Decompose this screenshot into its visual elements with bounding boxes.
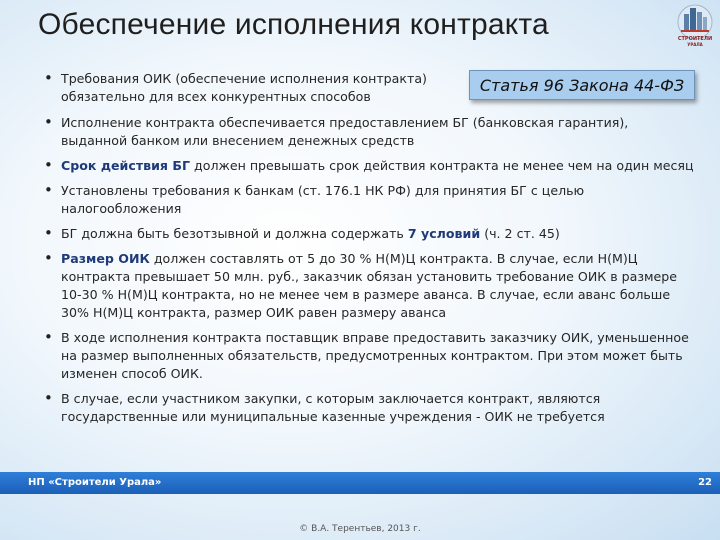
building-logo-icon <box>672 2 718 52</box>
bullet-list <box>44 70 694 426</box>
bullet-text: БГ должна быть безотзывной и должна содержать <box>61 226 408 241</box>
bullet-text: (ч. 2 ст. 45) <box>480 226 560 241</box>
footer-organization: НП «Строители Урала» <box>28 477 162 488</box>
law-reference-stamp: Статья 96 Закона 44-ФЗ <box>469 70 695 100</box>
bullet-text: должен превышать срок действия контракта не менее чем на один месяц <box>190 158 694 173</box>
logo-text-line2: УРАЛА <box>687 42 703 47</box>
bullet-emphasis: Срок действия БГ <box>61 158 191 173</box>
bullet-text: Установлены требования к банкам (ст. 176.1 НК РФ) для принятия БГ с целью налогообложения <box>61 183 585 216</box>
bullet-item <box>44 250 694 322</box>
bullet-item <box>44 182 694 218</box>
organization-logo <box>672 2 718 52</box>
bullet-item <box>44 225 694 243</box>
bullet-emphasis: Размер ОИК <box>61 251 150 266</box>
bullet-text: Исполнение контракта обеспечивается предоставлением БГ (банковская гарантия), выданной банком или внесением денежных средств <box>61 115 629 148</box>
slide-title: Обеспечение исполнения контракта <box>38 8 549 41</box>
bullet-text: В случае, если участником закупки, с которым заключается контракт, являются государственные или муниципальные казенные учреждения - ОИК не требуется <box>61 391 605 424</box>
bullet-text: В ходе исполнения контракта поставщик вправе предоставить заказчику ОИК, уменьшенное на размер выполненных обязательств, предусмотренных контрактом. При этом может быть изменен способ ОИК. <box>61 330 689 381</box>
bullet-text: должен составлять от 5 до 30 % Н(М)Ц контракта. В случае, если Н(М)Ц контракта превышает 50 млн. руб., заказчик обязан установить требование ОИК в размере 10-30 % Н(М)Ц контракта, но не менее чем в размере аванса. В случае, если аванс больше 30% Н(М)Ц контракта, размер ОИК равен размеру аванса <box>61 251 678 320</box>
bullet-item <box>44 329 694 383</box>
bullet-item <box>44 390 694 426</box>
copyright-notice: © В.А. Терентьев, 2013 г. <box>299 524 421 534</box>
bullet-text: Требования ОИК (обеспечение исполнения контракта) <box>61 71 427 86</box>
bullet-emphasis: 7 условий <box>407 226 481 241</box>
bullet-text: обязательно для всех конкурентных способов <box>61 89 371 104</box>
page-number: 22 <box>698 477 712 488</box>
logo-text-line1: СТРОИТЕЛИ <box>677 36 713 42</box>
bullet-item <box>44 157 694 175</box>
bullet-item <box>44 114 694 150</box>
